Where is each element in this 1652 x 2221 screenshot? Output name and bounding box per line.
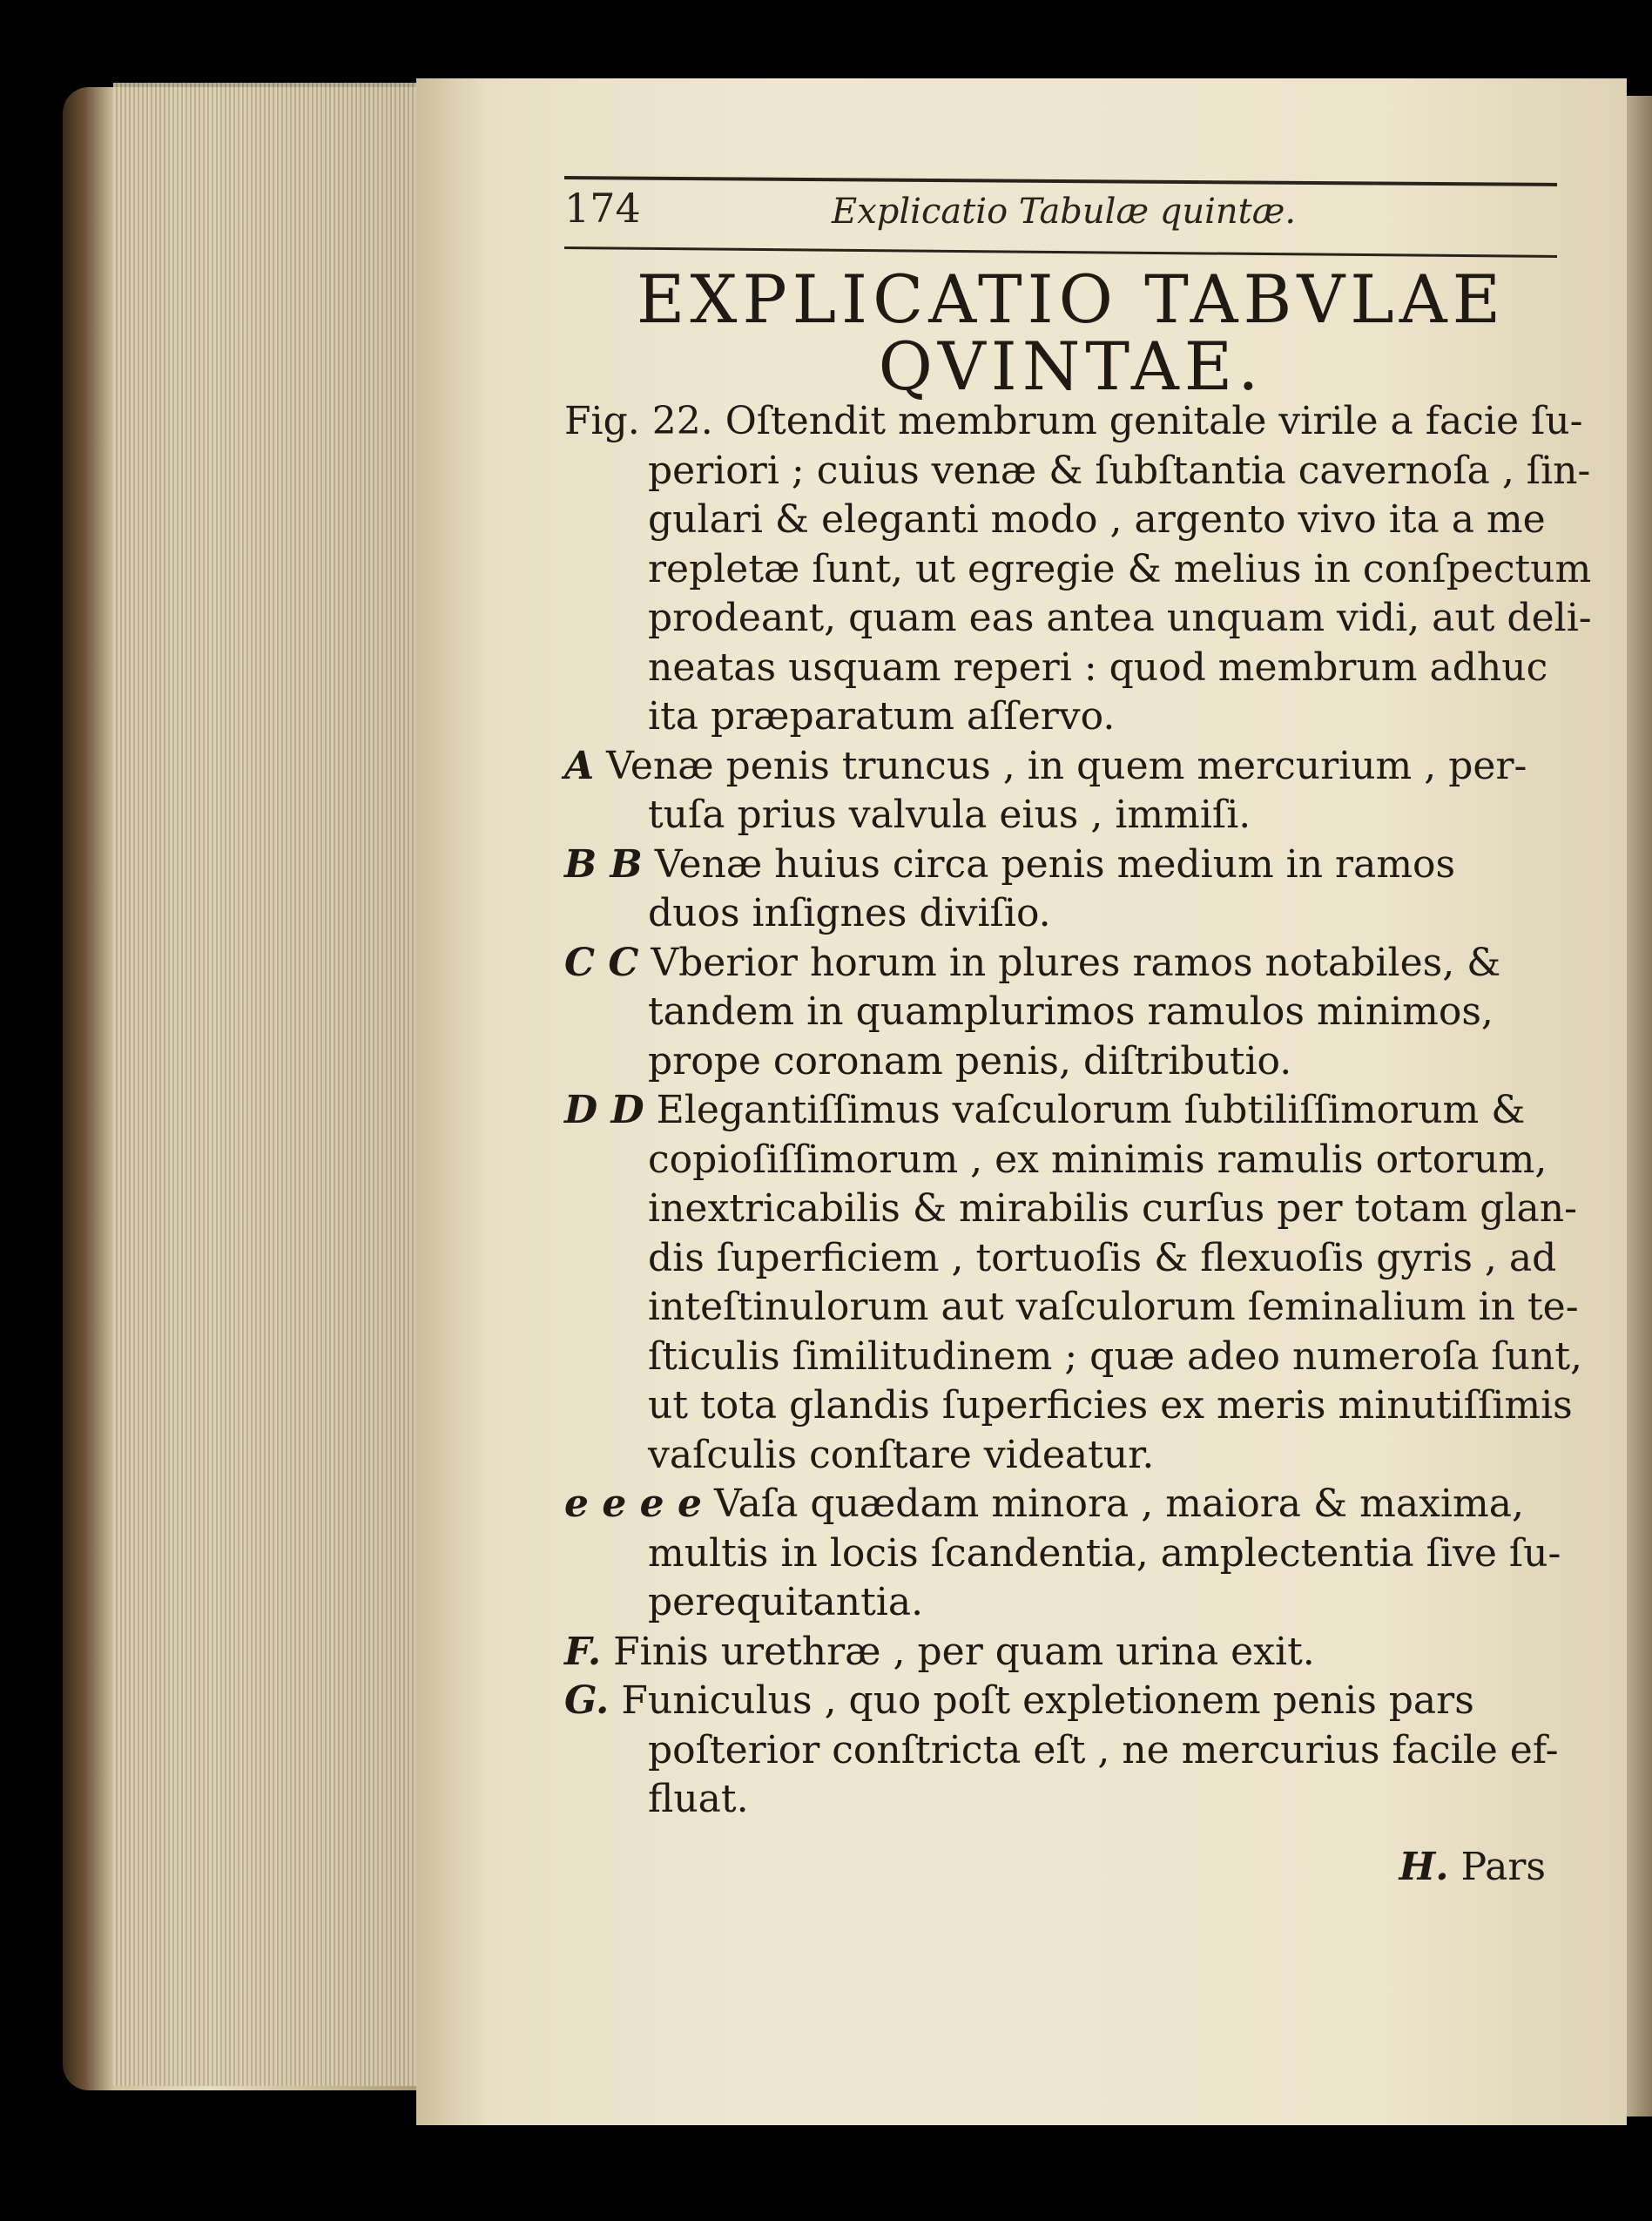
- page-edges: [113, 83, 427, 2086]
- entry-text: perequitantia.: [648, 1580, 924, 1624]
- entry-text: Funiculus , quo poſt expletionem penis pars: [621, 1678, 1474, 1723]
- entry-text: ſticulis ſimilitudinem ; quæ adeo numeroſa ſunt,: [648, 1333, 1583, 1379]
- text-line: [564, 1185, 1577, 1234]
- text-line: [564, 594, 1592, 644]
- explanation-entry: [564, 840, 1548, 939]
- catchword-text: Pars: [1460, 1845, 1546, 1889]
- entry-text: dis ſuperficiem , tortuoſis & flexuoſis gyris , ad: [648, 1235, 1557, 1280]
- explanation-entry: [564, 939, 1548, 1087]
- entry-mark: G.: [564, 1678, 610, 1723]
- entry-mark: B B: [564, 841, 643, 887]
- text-line: [564, 447, 1591, 496]
- text-line: [564, 692, 1548, 742]
- text-line: [564, 1431, 1548, 1481]
- explanation-entry: [564, 1677, 1559, 1825]
- text-line: [564, 644, 1548, 693]
- text-line: [564, 1234, 1557, 1284]
- entry-text: ut tota glandis ſuperficies ex meris minutiſſimis: [648, 1383, 1573, 1428]
- entry-text: tuſa prius valvula eius , immiſi.: [648, 793, 1251, 837]
- entry-text: Vberior horum in plures ramos notabiles, &: [651, 940, 1501, 985]
- text-line: [564, 1578, 1548, 1628]
- running-title: Explicatio Tabulæ quintæ.: [832, 192, 1297, 232]
- entry-mark: D D: [564, 1088, 644, 1132]
- text-line: [564, 1677, 1548, 1726]
- entry-text: Finis urethræ , per quam urina exit.: [613, 1629, 1315, 1674]
- entry-text: prodeant, quam eas antea unquam vidi, aut deli-: [648, 596, 1592, 640]
- explanation-entry: [564, 1480, 1561, 1628]
- entry-mark: Fig. 22.: [564, 399, 713, 443]
- text-line: [564, 840, 1548, 890]
- explanation-entry: [564, 1086, 1583, 1480]
- entry-text: vaſculis conſtare videatur.: [648, 1432, 1155, 1477]
- text-line: [564, 939, 1548, 989]
- entry-text: inteſtinulorum aut vaſculorum ſeminalium in te-: [648, 1285, 1579, 1329]
- entry-text: copioſiſſimorum , ex minimis ramulis ortorum,: [648, 1137, 1547, 1182]
- text-line: [564, 1086, 1548, 1136]
- entry-text: repletæ ſunt, ut egregie & melius in conſpectum: [648, 546, 1592, 591]
- entry-text: duos inſignes diviſio.: [648, 891, 1051, 935]
- explanation-entry: [564, 1628, 1548, 1678]
- text-line: [564, 889, 1548, 939]
- text-line: [564, 1283, 1579, 1333]
- entry-text: tandem in quamplurimos ramulos minimos,: [648, 989, 1494, 1034]
- text-line: [564, 1775, 1548, 1825]
- text-line: [564, 791, 1548, 840]
- entry-text: poſterior conſtricta eſt , ne mercurius facile ef-: [648, 1727, 1559, 1772]
- entry-text: Venæ penis truncus , in quem mercurium , per-: [606, 743, 1527, 788]
- text-line: [564, 742, 1548, 792]
- text-line: [564, 397, 1583, 447]
- page-number: 174: [564, 185, 641, 232]
- text-line: [564, 1333, 1583, 1382]
- text-line: [564, 1726, 1559, 1776]
- catchword-mark: H.: [1399, 1845, 1449, 1889]
- entry-text: ita præparatum aſſervo.: [648, 694, 1116, 739]
- entry-text: multis in locis ſcandentia, amplectentia ſive ſu-: [648, 1530, 1561, 1576]
- entry-text: neatas usquam reperi : quod membrum adhuc: [648, 645, 1548, 690]
- text-line: [564, 1480, 1548, 1529]
- entry-mark: e e e e: [564, 1482, 702, 1526]
- entry-text: periori ; cuius venæ & ſubſtantia cavernoſa , ſin-: [648, 448, 1591, 493]
- section-heading-line2: QVINTAE.: [878, 327, 1264, 405]
- explanation-entry: [564, 397, 1592, 742]
- catchword: [1399, 1845, 1546, 1889]
- text-line: [564, 1037, 1548, 1087]
- entry-text: Oſtendit membrum genitale virile a facie ſu-: [725, 399, 1583, 443]
- text-line: [564, 988, 1548, 1037]
- entry-text: fluat.: [648, 1777, 749, 1821]
- text-line: [564, 1136, 1548, 1185]
- entry-mark: C C: [564, 940, 639, 985]
- entry-text: Venæ huius circa penis medium in ramos: [654, 841, 1456, 887]
- text-line: [564, 545, 1592, 595]
- entry-text: prope coronam penis, diſtributio.: [648, 1038, 1292, 1083]
- entry-mark: F.: [564, 1629, 602, 1674]
- entry-text: Elegantiſſimus vaſculorum ſubtiliſſimorum &: [656, 1088, 1526, 1132]
- entry-text: Vaſa quædam minora , maiora & maxima,: [713, 1482, 1524, 1526]
- entry-mark: A: [564, 743, 595, 788]
- section-heading-line1: EXPLICATIO TABVLAE: [636, 260, 1507, 338]
- text-line: [564, 1628, 1548, 1678]
- text-line: [564, 1381, 1573, 1431]
- entry-text: inextricabilis & mirabilis curſus per totam glan-: [648, 1186, 1577, 1231]
- entry-text: gulari & eleganti modo , argento vivo ita a me: [648, 497, 1546, 542]
- figure-explanation: [564, 397, 1592, 1825]
- explanation-entry: [564, 742, 1548, 840]
- text-line: [564, 1529, 1561, 1579]
- text-line: [564, 496, 1548, 545]
